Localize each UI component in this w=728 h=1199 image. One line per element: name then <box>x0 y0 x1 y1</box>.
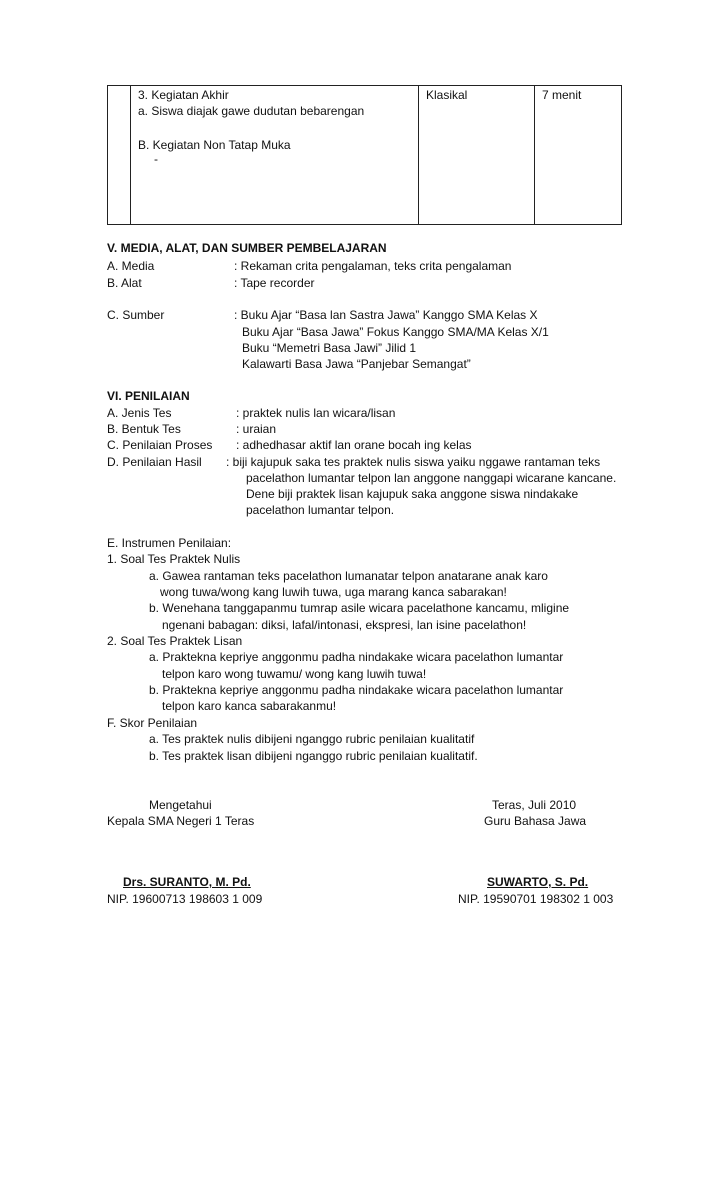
lisan-item-b-cont: telpon karo kanca sabarakanmu! <box>162 699 337 713</box>
lisan-item-a-cont: telpon karo wong tuwamu/ wong kang luwih tuwa! <box>162 667 427 681</box>
table-column-divider <box>534 86 535 224</box>
media-heading: V. MEDIA, ALAT, DAN SUMBER PEMBELAJARAN <box>107 241 387 255</box>
media-value: : Rekaman crita pengalaman, teks crita pengalaman <box>234 259 512 273</box>
proses-label: C. Penilaian Proses <box>107 438 213 452</box>
skor-item-a: a. Tes praktek nulis dibijeni nganggo rubric penilaian kualitatif <box>149 732 475 746</box>
jenis-label: A. Jenis Tes <box>107 406 172 420</box>
skor-item-b: b. Tes praktek lisan dibijeni nganggo rubric penilaian kualitatif. <box>149 749 478 763</box>
sumber-value: Buku Ajar “Basa Jawa” Fokus Kanggo SMA/MA Kelas X/1 <box>242 325 549 339</box>
hasil-line: Dene biji praktek lisan kajupuk saka anggone siswa nindakake <box>246 487 579 501</box>
left-role: Kepala SMA Negeri 1 Teras <box>107 814 255 828</box>
bentuk-value: : uraian <box>236 422 277 436</box>
time-cell: 7 menit <box>542 88 582 102</box>
lisan-item-a: a. Praktekna kepriye anggonmu padha nindakake wicara pacelathon lumantar <box>149 650 564 664</box>
table-column-divider <box>130 86 131 224</box>
nulis-item-b-cont: ngenani babagan: diksi, lafal/intonasi, ekspresi, lan isine pacelathon! <box>162 618 527 632</box>
hasil-label: D. Penilaian Hasil <box>107 455 202 469</box>
activity-item: a. Siswa diajak gawe dudutan bebarengan <box>138 104 365 118</box>
instrumen-heading: E. Instrumen Penilaian: <box>107 536 232 550</box>
sumber-label: C. Sumber <box>107 308 165 322</box>
table-column-divider <box>418 86 419 224</box>
nulis-item-b: b. Wenehana tanggapanmu tumrap asile wicara pacelathone kancamu, mligine <box>149 601 570 615</box>
skor-heading: F. Skor Penilaian <box>107 716 198 730</box>
activity-title: 3. Kegiatan Akhir <box>138 88 229 102</box>
hasil-line: pacelathon lumantar telpon. <box>246 503 395 517</box>
alat-value: : Tape recorder <box>234 276 315 290</box>
activity-table <box>107 85 622 225</box>
bentuk-label: B. Bentuk Tes <box>107 422 181 436</box>
right-role: Guru Bahasa Jawa <box>484 814 587 828</box>
lisan-item-b: b. Praktekna kepriye anggonmu padha nindakake wicara pacelathon lumantar <box>149 683 564 697</box>
alat-label: B. Alat <box>107 276 142 290</box>
left-caption: Mengetahui <box>149 798 212 812</box>
hasil-line: : biji kajupuk saka tes praktek nulis siswa yaiku nggawe rantaman teks <box>226 455 601 469</box>
non-tatap-title: B. Kegiatan Non Tatap Muka <box>138 138 291 152</box>
jenis-value: : praktek nulis lan wicara/lisan <box>236 406 396 420</box>
right-signatory-name: SUWARTO, S. Pd. <box>487 875 589 889</box>
left-signatory-name: Drs. SURANTO, M. Pd. <box>123 875 251 889</box>
right-place-date: Teras, Juli 2010 <box>492 798 577 812</box>
nulis-title: 1. Soal Tes Praktek Nulis <box>107 552 241 566</box>
nulis-item-a-cont: wong tuwa/wong kang luwih tuwa, uga marang kanca sabarakan! <box>160 585 507 599</box>
sumber-value: Buku “Memetri Basa Jawi” Jilid 1 <box>242 341 417 355</box>
penilaian-heading: VI. PENILAIAN <box>107 389 190 403</box>
method-cell: Klasikal <box>426 88 468 102</box>
lisan-title: 2. Soal Tes Praktek Lisan <box>107 634 243 648</box>
left-nip: NIP. 19600713 198603 1 009 <box>107 892 263 906</box>
sumber-value: : Buku Ajar “Basa lan Sastra Jawa” Kanggo SMA Kelas X <box>234 308 538 322</box>
nulis-item-a: a. Gawea rantaman teks pacelathon lumanatar telpon anatarane anak karo <box>149 569 548 583</box>
proses-value: : adhedhasar aktif lan orane bocah ing kelas <box>236 438 472 452</box>
hasil-line: pacelathon lumantar telpon lan anggone nanggapi wicarane kancane. <box>246 471 617 485</box>
non-tatap-item: - <box>154 152 158 166</box>
sumber-value: Kalawarti Basa Jawa “Panjebar Semangat” <box>242 357 471 371</box>
right-nip: NIP. 19590701 198302 1 003 <box>458 892 614 906</box>
media-label: A. Media <box>107 259 155 273</box>
